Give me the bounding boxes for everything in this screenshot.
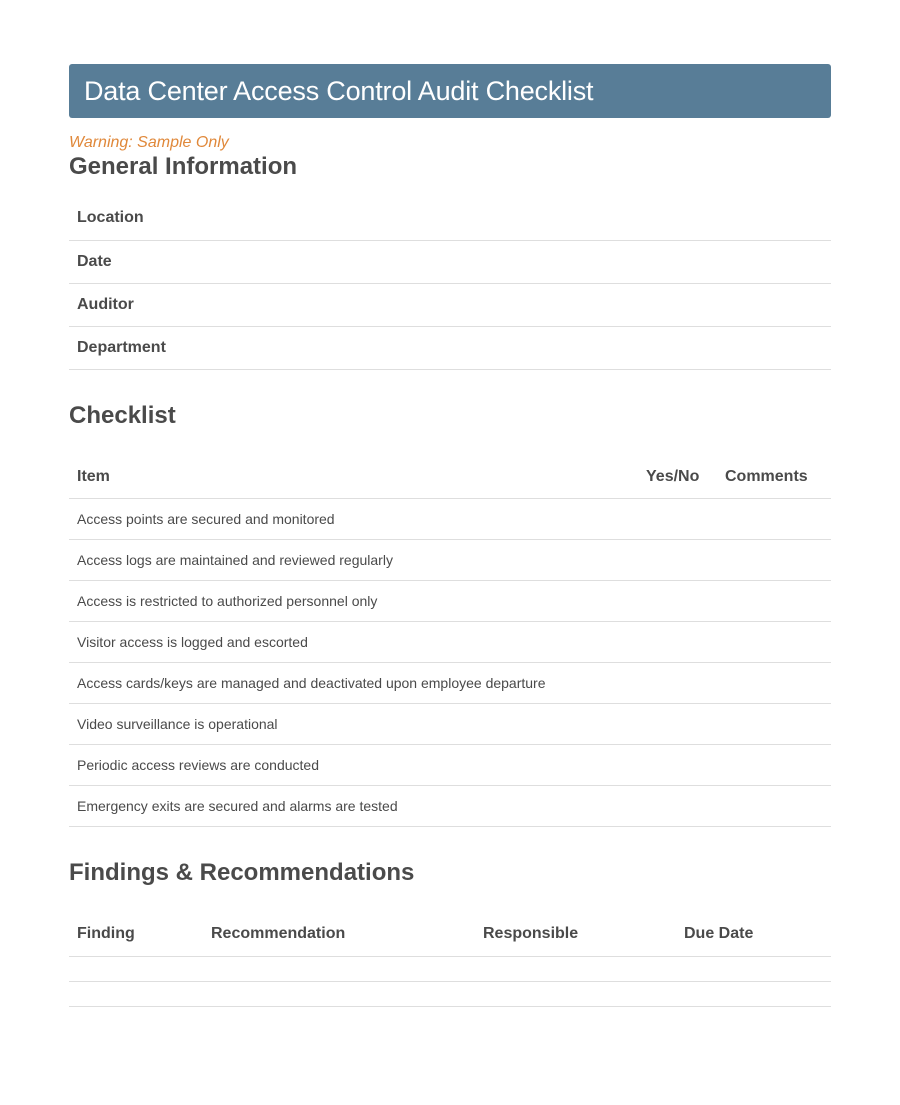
responsible-cell[interactable] <box>475 981 676 1006</box>
checklist-row <box>69 581 831 622</box>
checklist-item: Periodic access reviews are conducted <box>69 745 638 786</box>
column-header-comments: Comments <box>717 456 831 499</box>
title-banner <box>69 64 831 118</box>
due-date-cell[interactable] <box>676 956 831 981</box>
info-value[interactable] <box>730 283 831 326</box>
finding-cell[interactable] <box>69 981 203 1006</box>
recommendation-cell[interactable] <box>203 981 475 1006</box>
checklist-row <box>69 745 831 786</box>
findings-row <box>69 956 831 981</box>
checklist-row <box>69 786 831 827</box>
info-label: Location <box>69 197 730 240</box>
yes-no-cell[interactable] <box>638 745 717 786</box>
info-label: Date <box>69 240 730 283</box>
column-header-yes-no: Yes/No <box>638 456 717 499</box>
info-value[interactable] <box>730 197 831 240</box>
checklist-heading: Checklist <box>69 401 176 429</box>
yes-no-cell[interactable] <box>638 786 717 827</box>
info-label: Auditor <box>69 283 730 326</box>
info-row-department <box>69 326 831 369</box>
info-value[interactable] <box>730 326 831 369</box>
column-header-finding: Finding <box>69 913 203 956</box>
findings-heading: Findings & Recommendations <box>69 859 415 886</box>
findings-row <box>69 981 831 1006</box>
general-info-table <box>69 197 831 370</box>
comments-cell[interactable] <box>717 499 831 540</box>
responsible-cell[interactable] <box>475 956 676 981</box>
yes-no-cell[interactable] <box>638 663 717 704</box>
info-row-date <box>69 240 831 283</box>
due-date-cell[interactable] <box>676 981 831 1006</box>
checklist-item: Visitor access is logged and escorted <box>69 622 638 663</box>
info-label: Department <box>69 326 730 369</box>
comments-cell[interactable] <box>717 622 831 663</box>
page-title: Data Center Access Control Audit Checklist <box>84 75 594 106</box>
findings-table <box>69 913 831 1007</box>
column-header-item: Item <box>69 456 638 499</box>
checklist-item: Access points are secured and monitored <box>69 499 638 540</box>
findings-header-row <box>69 913 831 956</box>
checklist-table <box>69 456 831 828</box>
column-header-due-date: Due Date <box>676 913 831 956</box>
checklist-row <box>69 622 831 663</box>
yes-no-cell[interactable] <box>638 581 717 622</box>
document <box>69 64 831 1007</box>
checklist-row <box>69 499 831 540</box>
info-row-location <box>69 197 831 240</box>
checklist-item: Video surveillance is operational <box>69 704 638 745</box>
checklist-item: Emergency exits are secured and alarms are tested <box>69 786 638 827</box>
checklist-item: Access is restricted to authorized personnel only <box>69 581 638 622</box>
checklist-row <box>69 704 831 745</box>
recommendation-cell[interactable] <box>203 956 475 981</box>
yes-no-cell[interactable] <box>638 704 717 745</box>
comments-cell[interactable] <box>717 540 831 581</box>
comments-cell[interactable] <box>717 581 831 622</box>
sample-warning: Warning: Sample Only <box>69 134 229 151</box>
yes-no-cell[interactable] <box>638 622 717 663</box>
checklist-row <box>69 663 831 704</box>
info-value[interactable] <box>730 240 831 283</box>
checklist-row <box>69 540 831 581</box>
finding-cell[interactable] <box>69 956 203 981</box>
comments-cell[interactable] <box>717 786 831 827</box>
yes-no-cell[interactable] <box>638 540 717 581</box>
column-header-responsible: Responsible <box>475 913 676 956</box>
comments-cell[interactable] <box>717 745 831 786</box>
checklist-header-row <box>69 456 831 499</box>
yes-no-cell[interactable] <box>638 499 717 540</box>
comments-cell[interactable] <box>717 704 831 745</box>
comments-cell[interactable] <box>717 663 831 704</box>
checklist-item: Access cards/keys are managed and deactivated upon employee departure <box>69 663 638 704</box>
general-info-heading: General Information <box>69 153 298 180</box>
column-header-recommendation: Recommendation <box>203 913 475 956</box>
info-row-auditor <box>69 283 831 326</box>
checklist-item: Access logs are maintained and reviewed regularly <box>69 540 638 581</box>
